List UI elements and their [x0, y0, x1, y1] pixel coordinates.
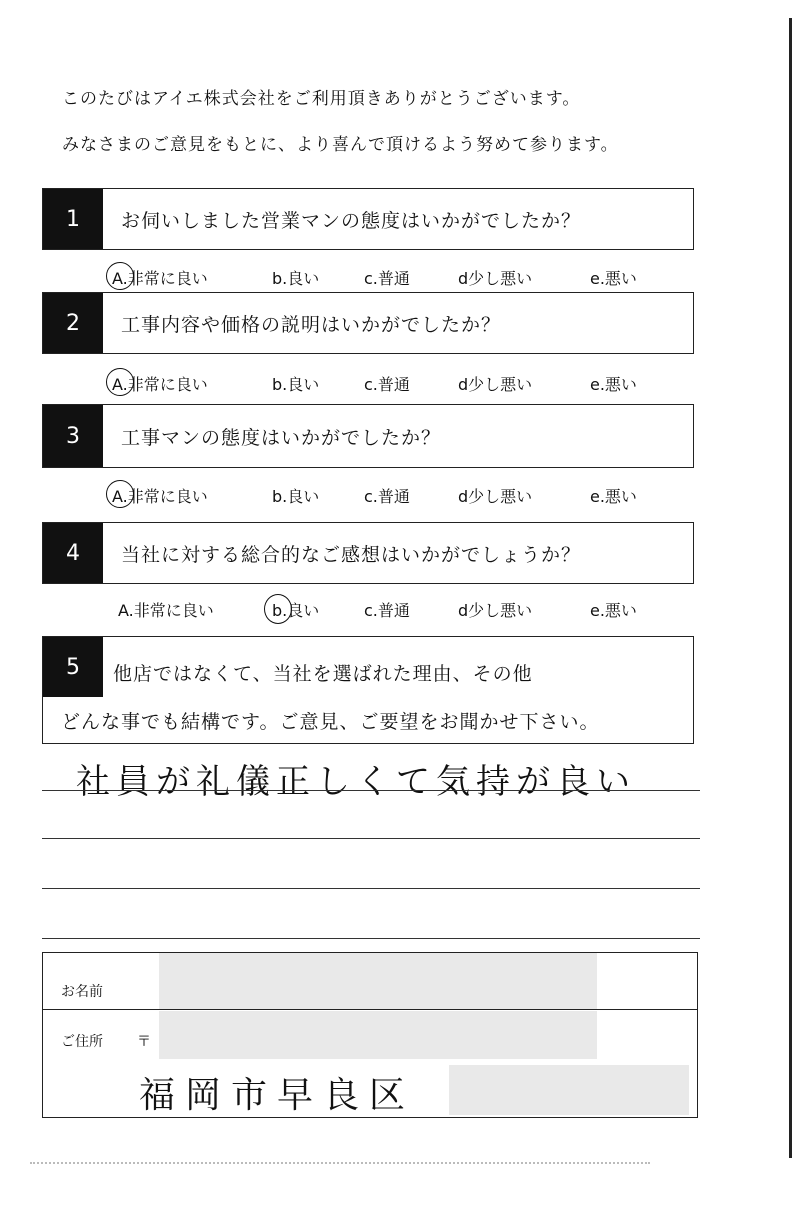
writing-line-2 — [42, 838, 700, 839]
question-4-number: 4 — [43, 523, 103, 583]
answer-circle-2 — [106, 368, 134, 396]
contact-form-box — [42, 952, 698, 1118]
question-5-box — [42, 636, 694, 744]
option-d: d少し悪い — [458, 601, 533, 620]
question-2-text: 工事内容や価格の説明はいかがでしたか？ — [121, 313, 502, 336]
option-d: d少し悪い — [458, 375, 533, 394]
option-c: c.普通 — [364, 269, 410, 288]
question-2-number: 2 — [43, 293, 103, 353]
option-b: b.良い — [272, 269, 320, 288]
address-redaction-1 — [159, 1011, 597, 1059]
intro-line-2: みなさまのご意見をもとに、より喜んで頂けるよう努めて参ります。 — [62, 135, 619, 155]
question-1-box — [42, 188, 694, 250]
writing-line-4 — [42, 938, 700, 939]
name-label: お名前 — [61, 984, 103, 1000]
postal-mark: 〒 — [137, 1034, 151, 1050]
question-3-number: 3 — [43, 405, 103, 467]
answer-circle-1 — [106, 262, 134, 290]
question-1-text: お伺いしました営業マンの態度はいかがでしたか？ — [121, 209, 582, 232]
handwritten-answer: 社員が礼儀正しくて気持が良い — [76, 762, 636, 802]
option-d: d少し悪い — [458, 487, 533, 506]
option-d: d少し悪い — [458, 269, 533, 288]
option-e: e.悪い — [590, 487, 637, 506]
question-5-text-line-1: 他店ではなくて、当社を選ばれた理由、その他 — [113, 663, 533, 685]
address-label: ご住所 — [61, 1034, 103, 1050]
question-4-box — [42, 522, 694, 584]
name-redaction — [159, 953, 597, 1009]
option-a: A.非常に良い — [112, 269, 208, 288]
option-c: c.普通 — [364, 601, 410, 620]
page-right-border — [789, 18, 792, 1158]
scan-artifact — [30, 1162, 650, 1164]
option-c: c.普通 — [364, 487, 410, 506]
option-e: e.悪い — [590, 269, 637, 288]
question-2-box — [42, 292, 694, 354]
option-b: b.良い — [272, 601, 320, 620]
address-redaction-2 — [449, 1065, 689, 1115]
option-e: e.悪い — [590, 601, 637, 620]
intro-line-1: このたびはアイエ株式会社をご利用頂きありがとうございます。 — [62, 89, 581, 109]
answer-circle-4 — [264, 594, 292, 624]
answer-circle-3 — [106, 480, 134, 508]
question-3-text: 工事マンの態度はいかがでしたか？ — [121, 426, 442, 449]
option-b: b.良い — [272, 375, 320, 394]
question-5-number: 5 — [43, 637, 103, 697]
question-1-number: 1 — [43, 189, 103, 249]
form-divider — [43, 1009, 697, 1010]
option-b: b.良い — [272, 487, 320, 506]
option-c: c.普通 — [364, 375, 410, 394]
question-3-box — [42, 404, 694, 468]
question-4-text: 当社に対する総合的なご感想はいかがでしょうか？ — [121, 543, 582, 566]
option-e: e.悪い — [590, 375, 637, 394]
writing-line-3 — [42, 888, 700, 889]
option-a: A.非常に良い — [118, 601, 214, 620]
option-a: A.非常に良い — [112, 487, 208, 506]
option-a: A.非常に良い — [112, 375, 208, 394]
writing-line-1 — [42, 790, 700, 791]
question-5-text-line-2: どんな事でも結構です。ご意見、ご要望をお聞かせ下さい。 — [61, 711, 600, 733]
handwritten-address: 福岡市早良区 — [139, 1075, 416, 1116]
